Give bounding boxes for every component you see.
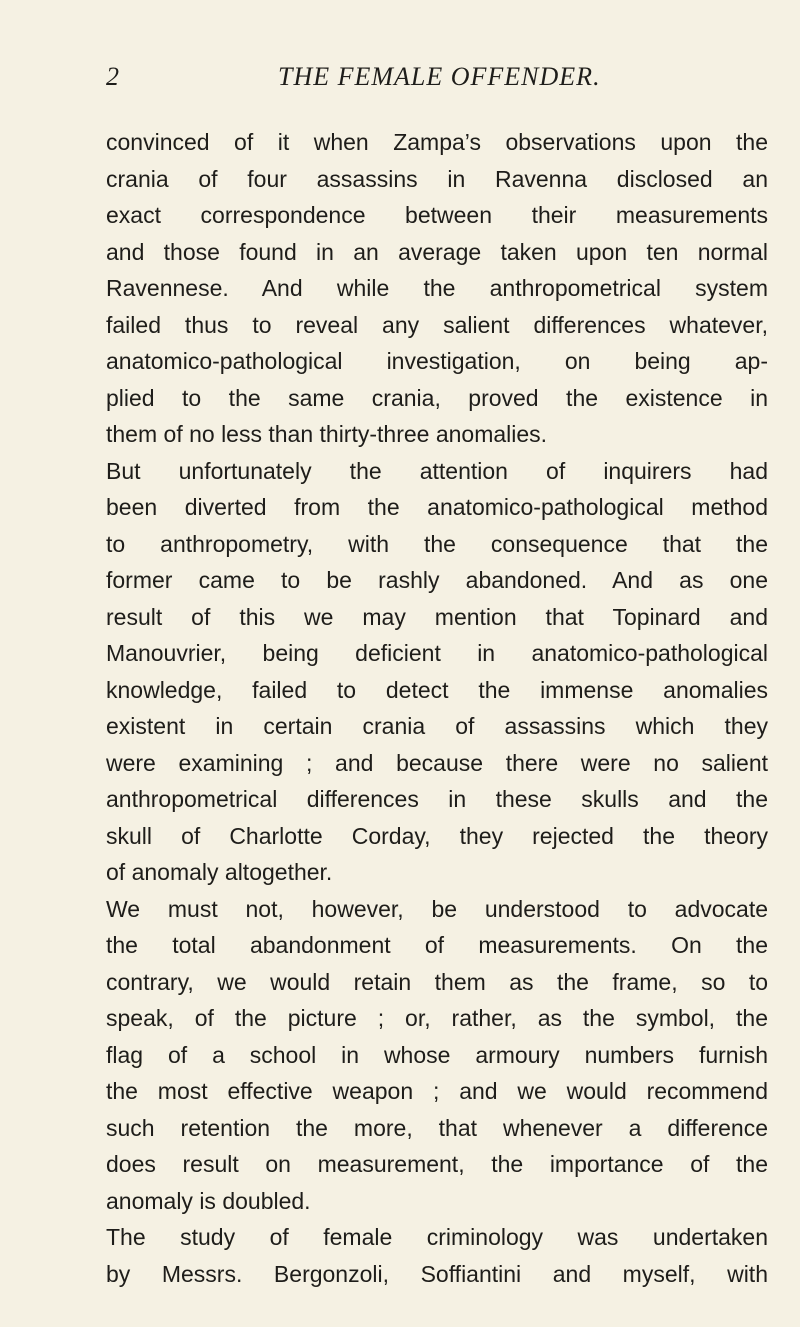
text-line: them of no less than thirty-three anomalies. [106,421,548,447]
text-line: skull of Charlotte Corday, they rejected the theory [106,822,768,849]
body-text [106,124,768,1292]
text-line: been diverted from the anatomico-pathological method [106,494,768,520]
text-line: But unfortunately the attention of inquirers had [106,457,768,484]
text-line: convinced of it when Zampa’s observations upon the [106,129,768,155]
text-line: the most effective weapon ; and we would recommend [106,1078,768,1104]
text-line: such retention the more, that whenever a difference [106,1114,768,1141]
text-line: flag of a school in whose armoury numbers furnish [106,1041,768,1068]
text-line: anthropometrical differences in these skulls and the [106,786,768,812]
text-line: were examining ; and because there were no salient [106,749,768,776]
running-head [106,62,766,102]
text-line: Manouvrier, being deficient in anatomico-pathological [106,640,768,666]
text-line: We must not, however, be understood to advocate [106,895,768,922]
text-line: crania of four assassins in Ravenna disclosed an [106,165,768,192]
text-line: The study of female criminology was undertaken [106,1224,768,1250]
text-line: Ravennese. And while the anthropometrical system [106,275,768,301]
text-line: exact correspondence between their measurements [106,202,768,228]
text-line: former came to be rashly abandoned. And as one [106,567,768,593]
text-line: speak, of the picture ; or, rather, as the symbol, the [106,1005,768,1031]
text-line: of anomaly altogether. [106,859,333,885]
text-line: result of this we may mention that Topinard and [106,603,768,630]
page-number: 2 [106,62,120,91]
text-line: plied to the same crania, proved the existence in [106,384,768,411]
text-line: the total abandonment of measurements. On the [106,932,768,958]
text-line: knowledge, failed to detect the immense anomalies [106,676,768,703]
text-line: anatomico-pathological investigation, on being ap- [106,348,768,374]
text-line: failed thus to reveal any salient differences whatever, [106,311,768,338]
text-line: contrary, we would retain them as the frame, so to [106,968,768,995]
text-line: anomaly is doubled. [106,1187,311,1214]
text-line: and those found in an average taken upon ten normal [106,238,768,265]
text-line: by Messrs. Bergonzoli, Soffiantini and myself, with [106,1260,768,1287]
text-line: to anthropometry, with the consequence that the [106,530,768,557]
running-title: THE FEMALE OFFENDER. [278,62,601,91]
text-line: existent in certain crania of assassins which they [106,713,768,739]
text-line: does result on measurement, the importance of the [106,1151,768,1177]
